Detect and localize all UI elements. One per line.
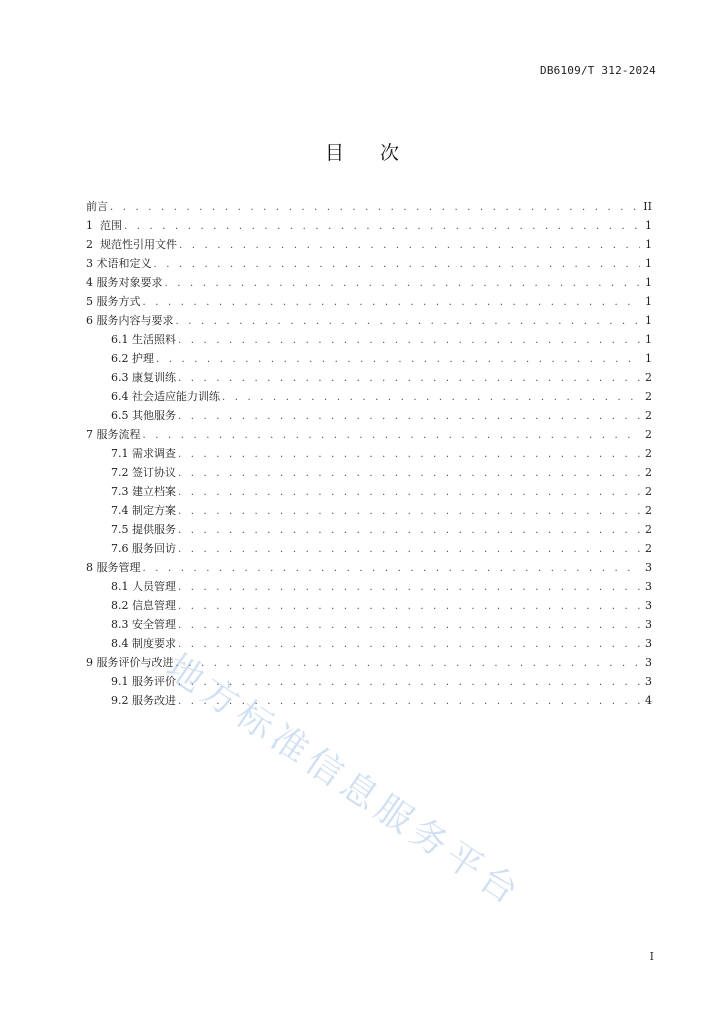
toc-entry[interactable] [86,292,652,311]
toc-entry-page: 2 [645,428,652,441]
toc-entry-label: 7 服务流程 [86,428,141,441]
toc-entry-page: 3 [645,618,652,631]
toc-entry[interactable] [86,444,652,463]
toc-entry-label: 6.2 护理 [111,352,154,365]
toc-dot-leader [178,369,640,388]
toc-entry[interactable] [86,482,652,501]
toc-entry[interactable] [86,577,652,596]
toc-entry-label: 8.1 人员管理 [111,580,176,593]
toc-entry-page: 2 [645,390,652,403]
toc-entry-page: 1 [645,314,652,327]
toc-entry-label: 6.4 社会适应能力训练 [111,390,220,403]
toc-entry-label: 7.5 提供服务 [111,523,176,536]
toc-entry-label: 8.2 信息管理 [111,599,176,612]
page-number: I [649,950,654,963]
toc-dot-leader [178,673,640,692]
document-code: DB6109/T 312-2024 [540,64,656,77]
toc-dot-leader [222,388,640,407]
toc-entry-page: 1 [645,219,652,232]
toc-dot-leader [156,350,640,369]
toc-entry-page: 3 [645,561,652,574]
toc-entry[interactable] [86,311,652,330]
toc-entry-label: 2 规范性引用文件 [86,238,177,251]
toc-entry-page: 2 [645,447,652,460]
toc-entry[interactable] [86,197,652,216]
toc-entry[interactable] [86,596,652,615]
toc-entry-page: 2 [645,485,652,498]
toc-dot-leader [143,293,641,312]
toc-dot-leader [178,445,640,464]
toc-entry[interactable] [86,539,652,558]
toc-dot-leader [178,692,640,711]
toc-entry-label: 9 服务评价与改进 [86,656,174,669]
toc-dot-leader [178,540,640,559]
toc-entry-page: 1 [645,257,652,270]
toc-entry-label: 7.2 签订协议 [111,466,176,479]
toc-entry[interactable] [86,634,652,653]
toc-entry-page: 1 [645,352,652,365]
toc-title: 目次 [324,142,435,164]
toc-entry[interactable] [86,425,652,444]
watermark: 地方标准信息服务平台 [158,646,530,916]
toc-dot-leader [178,616,640,635]
toc-entry[interactable] [86,349,652,368]
toc-dot-leader [178,331,640,350]
toc-entry-label: 7.1 需求调查 [111,447,176,460]
toc-dot-leader [143,559,641,578]
toc-entry[interactable] [86,520,652,539]
toc-entry-page: 1 [645,295,652,308]
toc-entry-label: 4 服务对象要求 [86,276,163,289]
toc-entry[interactable] [86,672,652,691]
toc-entry[interactable] [86,387,652,406]
toc-entry-page: 2 [645,466,652,479]
toc-dot-leader [179,236,640,255]
toc-dot-leader [178,597,640,616]
toc-dot-leader [178,407,640,426]
toc-entry-label: 9.2 服务改进 [111,694,176,707]
toc-dot-leader [165,274,641,293]
toc-entry-label: 8.3 安全管理 [111,618,176,631]
toc-entry[interactable] [86,615,652,634]
toc-entry-page: II [643,200,652,213]
toc-entry[interactable] [86,406,652,425]
toc-entry-label: 6.1 生活照料 [111,333,176,346]
toc-entry-label: 前言 [86,200,108,213]
toc-dot-leader [143,426,641,445]
toc-entry-label: 3 术语和定义 [86,257,152,270]
toc-dot-leader [124,217,640,236]
toc-dot-leader [178,464,640,483]
toc-entry[interactable] [86,235,652,254]
toc-entry-page: 3 [645,675,652,688]
toc-dot-leader [176,312,641,331]
toc-dot-leader [176,654,641,673]
toc-entry[interactable] [86,501,652,520]
table-of-contents [86,197,652,710]
toc-entry-page: 2 [645,542,652,555]
toc-dot-leader [178,483,640,502]
toc-entry[interactable] [86,463,652,482]
toc-entry[interactable] [86,691,652,710]
toc-entry-page: 1 [645,333,652,346]
toc-entry-label: 8 服务管理 [86,561,141,574]
toc-entry[interactable] [86,216,652,235]
toc-entry-page: 2 [645,504,652,517]
toc-entry[interactable] [86,254,652,273]
toc-dot-leader [110,198,640,217]
toc-entry[interactable] [86,273,652,292]
toc-entry[interactable] [86,653,652,672]
toc-entry-page: 4 [645,694,652,707]
toc-entry[interactable] [86,368,652,387]
toc-entry-label: 7.3 建立档案 [111,485,176,498]
toc-dot-leader [178,521,640,540]
toc-entry-label: 7.6 服务回访 [111,542,176,555]
toc-entry-label: 6 服务内容与要求 [86,314,174,327]
toc-entry[interactable] [86,558,652,577]
toc-entry-label: 7.4 制定方案 [111,504,176,517]
toc-entry-label: 9.1 服务评价 [111,675,176,688]
toc-entry-label: 1 范围 [86,219,122,232]
toc-entry-label: 8.4 制度要求 [111,637,176,650]
toc-entry[interactable] [86,330,652,349]
toc-entry-page: 1 [645,238,652,251]
toc-entry-page: 3 [645,580,652,593]
toc-dot-leader [154,255,641,274]
toc-entry-label: 6.5 其他服务 [111,409,176,422]
toc-dot-leader [178,578,640,597]
toc-entry-page: 2 [645,409,652,422]
toc-entry-label: 6.3 康复训练 [111,371,176,384]
toc-dot-leader [178,635,640,654]
toc-entry-page: 3 [645,599,652,612]
toc-entry-page: 3 [645,656,652,669]
toc-entry-page: 2 [645,371,652,384]
toc-entry-page: 3 [645,637,652,650]
toc-entry-page: 2 [645,523,652,536]
toc-entry-label: 5 服务方式 [86,295,141,308]
toc-dot-leader [178,502,640,521]
toc-entry-page: 1 [645,276,652,289]
